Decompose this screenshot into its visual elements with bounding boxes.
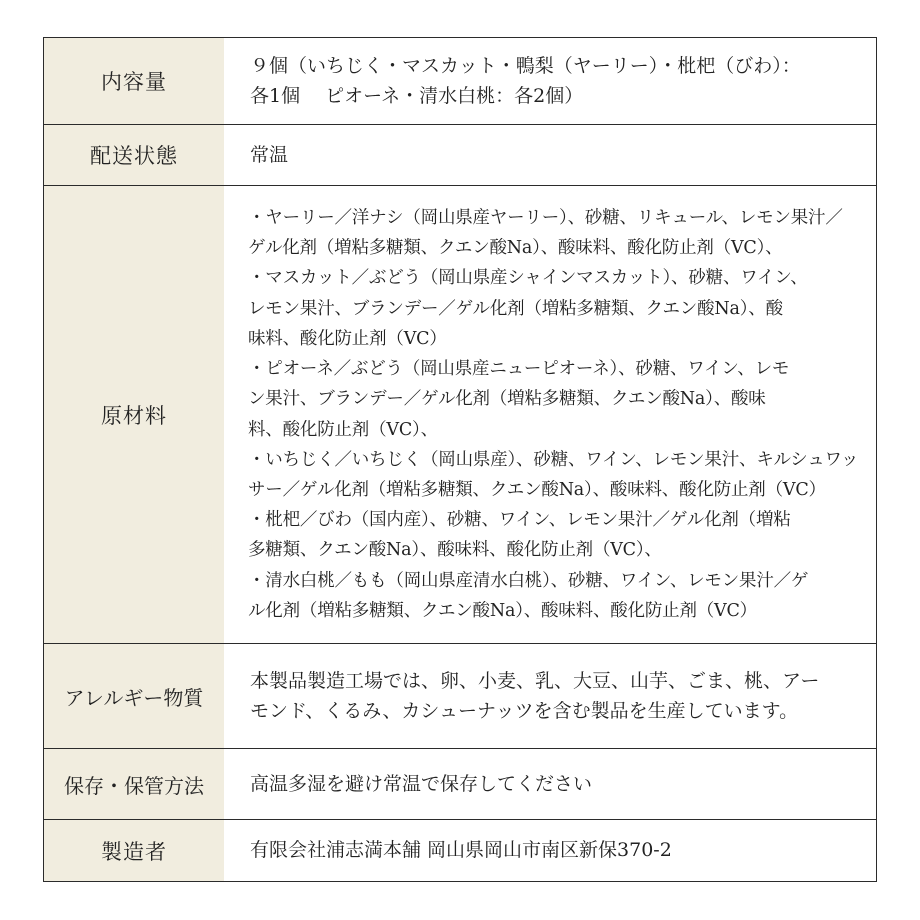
ingredients-line: ・清水白桃／もも（岡山県産清水白桃）、砂糖、ワイン、レモン果汁／ゲ xyxy=(248,570,809,591)
ingredients-line: ・いちじく／いちじく（岡山県産）、砂糖、ワイン、レモン果汁、キルシュワッ xyxy=(248,449,859,470)
ingredients-line: ・マスカット／ぶどう（岡山県産シャインマスカット）、砂糖、ワイン、 xyxy=(248,268,808,289)
storage-line: 高温多湿を避け常温で保存してください xyxy=(250,772,593,795)
value-maker xyxy=(224,820,876,881)
ingredients-line: サー／ゲル化剤（増粘多糖類、クエン酸Na）、酸味料、酸化防止剤（VC） xyxy=(248,479,826,500)
label-shipping: 配送状態 xyxy=(44,125,224,185)
maker-line: 有限会社浦志満本舗 岡山県岡山市南区新保370-2 xyxy=(250,839,672,862)
ingredients-line: 料、酸化防止剤（VC）、 xyxy=(248,419,438,440)
row-ingredients xyxy=(44,186,876,644)
row-storage xyxy=(44,749,876,820)
label-ingredients: 原材料 xyxy=(44,186,224,643)
value-storage xyxy=(224,749,876,819)
ingredients-line: ・枇杷／びわ（国内産）、砂糖、ワイン、レモン果汁／ゲル化剤（増粘 xyxy=(248,510,791,531)
ingredients-line: ン果汁、ブランデー／ゲル化剤（増粘多糖類、クエン酸Na）、酸味 xyxy=(248,389,766,410)
value-contents xyxy=(224,38,876,124)
product-spec-table xyxy=(43,37,877,882)
label-maker: 製造者 xyxy=(44,820,224,881)
ingredients-line: ル化剤（増粘多糖類、クエン酸Na）、酸味料、酸化防止剤（VC） xyxy=(248,600,757,621)
ingredients-line: ゲル化剤（増粘多糖類、クエン酸Na）、酸味料、酸化防止剤（VC）、 xyxy=(248,238,783,259)
row-shipping xyxy=(44,125,876,186)
row-maker xyxy=(44,820,876,881)
shipping-line: 常温 xyxy=(250,143,289,166)
label-contents: 内容量 xyxy=(44,38,224,124)
allergy-line: 本製品製造工場では、卵、小麦、乳、大豆、山芋、ごま、桃、アー xyxy=(250,669,820,692)
allergy-line: モンド、くるみ、カシューナッツを含む製品を生産しています。 xyxy=(250,700,799,722)
value-allergy xyxy=(224,644,876,748)
ingredients-line: ・ピオーネ／ぶどう（岡山県産ニューピオーネ）、砂糖、ワイン、レモ xyxy=(248,359,790,380)
contents-line: ９個（いちじく・マスカット・鴨梨（ヤーリー）・枇杷（びわ）： xyxy=(250,54,801,77)
value-ingredients xyxy=(224,186,876,643)
row-allergy xyxy=(44,644,876,749)
ingredients-line: レモン果汁、ブランデー／ゲル化剤（増粘多糖類、クエン酸Na）、酸 xyxy=(248,298,783,319)
contents-line: 各1個 ピオーネ・清水白桃：各2個） xyxy=(250,85,584,107)
label-allergy: アレルギー物質 xyxy=(44,644,224,748)
ingredients-line: 味料、酸化防止剤（VC） xyxy=(248,328,447,349)
label-storage: 保存・保管方法 xyxy=(44,749,224,819)
ingredients-line: 多糖類、クエン酸Na）、酸味料、酸化防止剤（VC）、 xyxy=(248,540,662,561)
ingredients-line: ・ヤーリー／洋ナシ（岡山県産ヤーリー）、砂糖、リキュール、レモン果汁／ xyxy=(248,208,843,229)
value-shipping xyxy=(224,125,876,185)
row-contents xyxy=(44,38,876,125)
